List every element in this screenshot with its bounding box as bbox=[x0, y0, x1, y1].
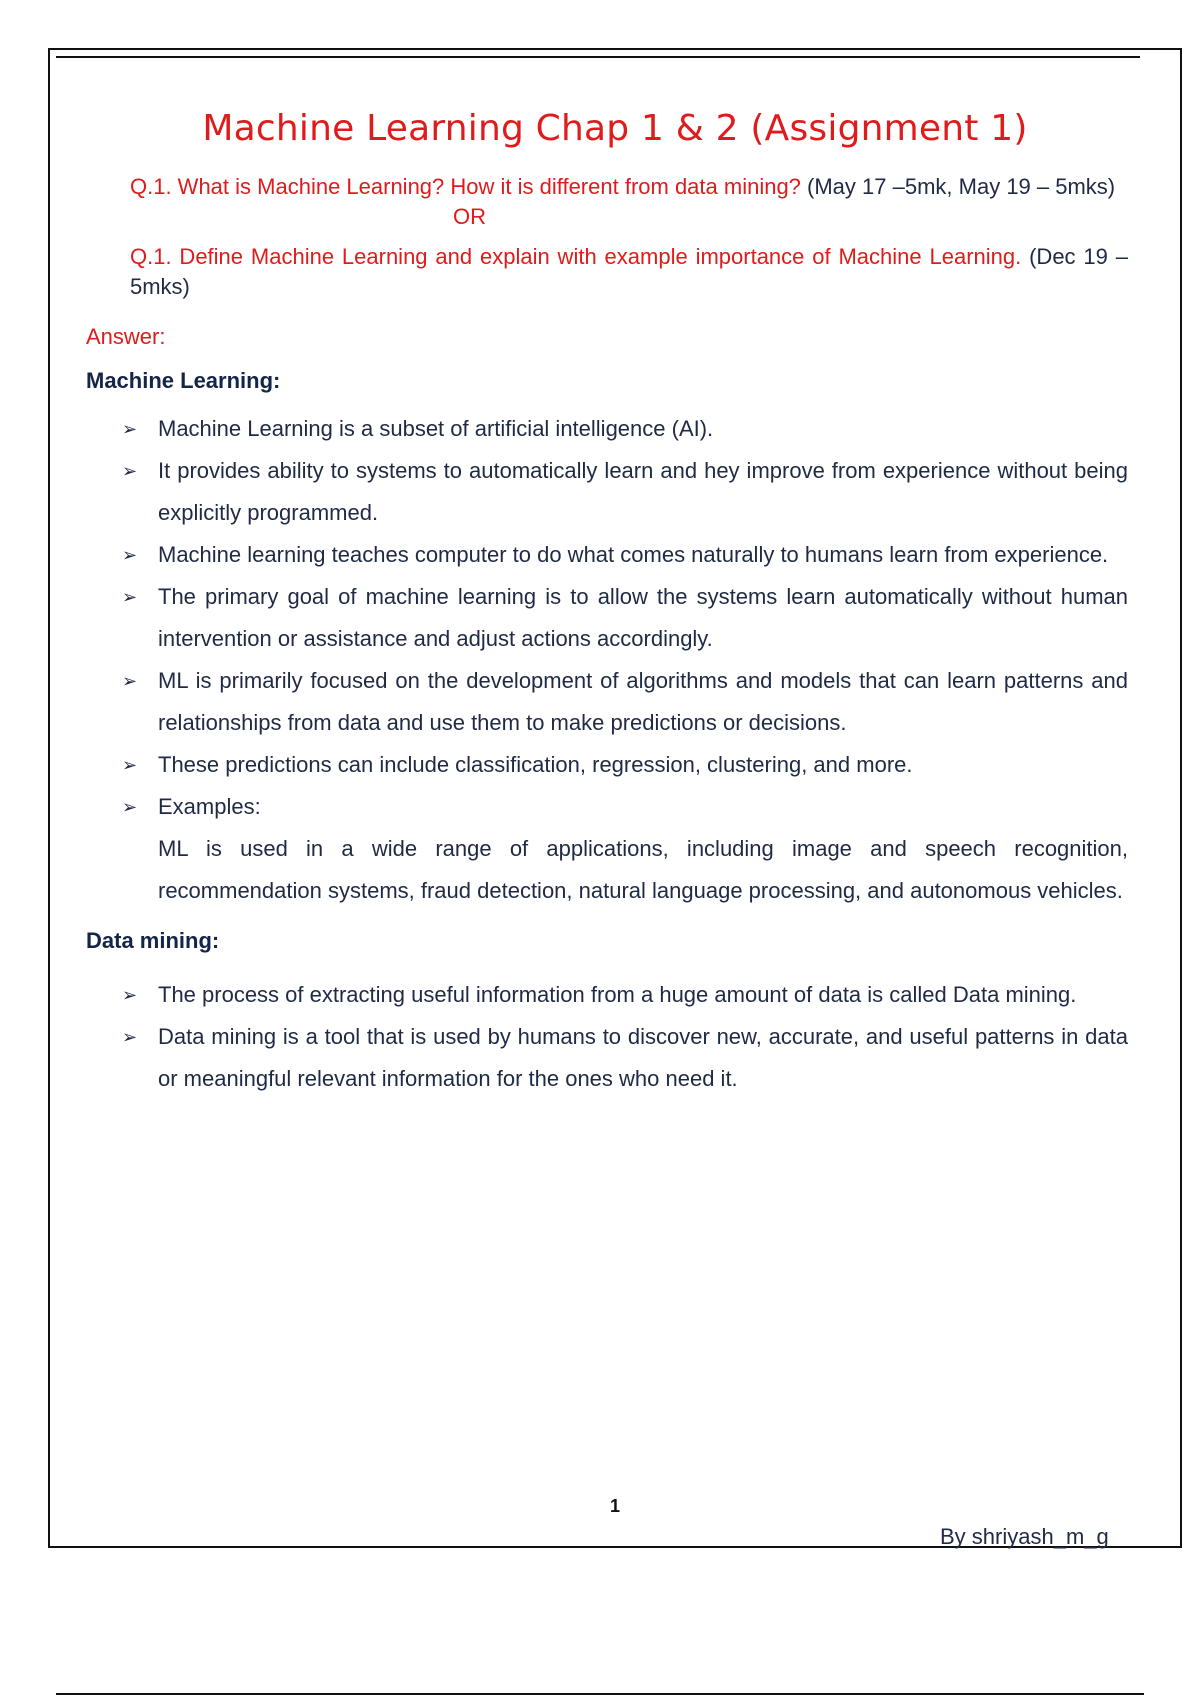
arrow-bullet-icon: ➢ bbox=[122, 545, 138, 565]
page-number: 1 bbox=[609, 1496, 620, 1516]
arrow-bullet-icon: ➢ bbox=[122, 461, 138, 481]
arrow-bullet-icon: ➢ bbox=[122, 1027, 138, 1047]
answer-label: Answer: bbox=[86, 324, 166, 349]
question-1b-text: Q.1. Define Machine Learning and explain with example importance of Machine Learning. bbox=[130, 244, 1022, 269]
page-frame bbox=[48, 48, 1182, 1548]
ml-heading: Machine Learning: bbox=[86, 368, 281, 393]
arrow-bullet-icon: ➢ bbox=[122, 985, 138, 1005]
arrow-bullet-icon: ➢ bbox=[122, 587, 138, 607]
list-item: ➢ Machine learning teaches computer to do what comes naturally to humans learn from experience. bbox=[86, 534, 1128, 576]
document-body bbox=[86, 172, 1128, 1100]
ml-bullet-list bbox=[86, 408, 1128, 828]
list-item: ➢ It provides ability to systems to automatically learn and hey improve from experience without being explicitly programmed. bbox=[86, 450, 1128, 534]
list-item: ➢ ML is primarily focused on the development of algorithms and models that can learn patterns and relationships from data and use them to make predictions or decisions. bbox=[86, 660, 1128, 744]
dm-heading: Data mining: bbox=[86, 928, 220, 953]
list-item: ➢ Examples: bbox=[86, 786, 1128, 828]
question-1b-marks: (Dec 19 – 5mks) bbox=[130, 244, 1128, 299]
or-separator bbox=[130, 202, 1128, 232]
list-item: ➢ The process of extracting useful information from a huge amount of data is called Data mining. bbox=[86, 974, 1128, 1016]
list-item: ➢ The primary goal of machine learning is to allow the systems learn automatically without human intervention or assistance and adjust actions accordingly. bbox=[86, 576, 1128, 660]
or-text: OR bbox=[453, 204, 486, 229]
bottom-rule bbox=[56, 1693, 1144, 1695]
question-1b bbox=[130, 242, 1128, 302]
list-item: ➢ These predictions can include classification, regression, clustering, and more. bbox=[86, 744, 1128, 786]
question-1a-marks: (May 17 –5mk, May 19 – 5mks) bbox=[800, 174, 1116, 199]
dm-bullet-list bbox=[86, 974, 1128, 1100]
list-item: ➢ Data mining is a tool that is used by humans to discover new, accurate, and useful patterns in data or meaningful relevant information for the ones who need it. bbox=[86, 1016, 1128, 1100]
arrow-bullet-icon: ➢ bbox=[122, 797, 138, 817]
question-1a bbox=[130, 172, 1128, 202]
document-title: Machine Learning Chap 1 & 2 (Assignment 1) bbox=[202, 108, 1028, 149]
arrow-bullet-icon: ➢ bbox=[122, 755, 138, 775]
ml-examples-text: ML is used in a wide range of applications, including image and speech recognition, recommendation systems, fraud detection, natural language processing, and autonomous vehicles. bbox=[158, 836, 1128, 903]
author-credit: By shriyash_m_g bbox=[940, 1524, 1109, 1549]
question-1a-text: Q.1. What is Machine Learning? How it is different from data mining? bbox=[130, 174, 801, 199]
arrow-bullet-icon: ➢ bbox=[122, 419, 138, 439]
arrow-bullet-icon: ➢ bbox=[122, 671, 138, 691]
list-item: ➢ Machine Learning is a subset of artificial intelligence (AI). bbox=[86, 408, 1128, 450]
top-rule bbox=[56, 56, 1140, 58]
